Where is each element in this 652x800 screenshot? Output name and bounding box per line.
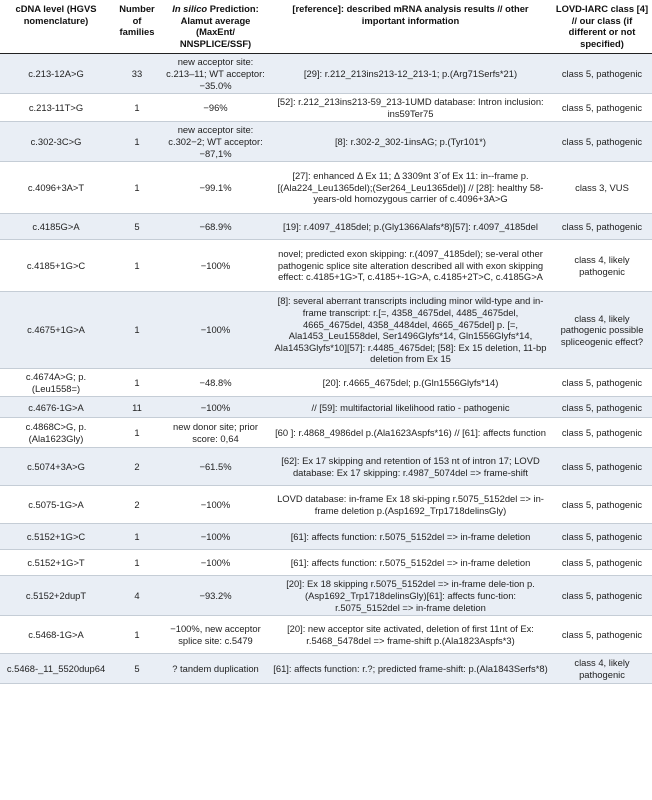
prediction-cell: −100%: [162, 397, 269, 418]
table-row: [0, 369, 652, 397]
prediction-cell: −100%, new acceptor splice site: c.5479: [162, 616, 269, 654]
cdna-cell: c.5074+3A>G: [0, 448, 112, 486]
class-cell: class 4, likely pathogenic: [552, 654, 652, 684]
table-body: [0, 54, 652, 684]
table-row: [0, 122, 652, 162]
table-row: [0, 616, 652, 654]
families-cell: 4: [112, 576, 162, 616]
header-in-silico-italic: In silico: [172, 3, 208, 14]
cdna-cell: c.4868C>G, p.(Ala1623Gly): [0, 418, 112, 448]
class-cell: class 5, pathogenic: [552, 397, 652, 418]
families-cell: 1: [112, 240, 162, 292]
class-cell: class 5, pathogenic: [552, 214, 652, 240]
cdna-cell: c.5468-_11_5520dup64: [0, 654, 112, 684]
prediction-cell: −61.5%: [162, 448, 269, 486]
info-cell: [8]: r.302-2_302-1insAG; p.(Tyr101*): [269, 122, 552, 162]
class-cell: class 5, pathogenic: [552, 418, 652, 448]
families-cell: 1: [112, 292, 162, 369]
info-cell: [52]: r.212_213ins213-59_213-1UMD database: Intron inclusion: ins59Ter75: [269, 94, 552, 122]
table-row: [0, 550, 652, 576]
table-row: [0, 214, 652, 240]
cdna-cell: c.5075-1G>A: [0, 486, 112, 524]
prediction-cell: new donor site; prior score: 0,64: [162, 418, 269, 448]
families-cell: 1: [112, 162, 162, 214]
header-row: [0, 0, 652, 54]
prediction-cell: ? tandem duplication: [162, 654, 269, 684]
families-cell: 1: [112, 369, 162, 397]
table-row: [0, 524, 652, 550]
info-cell: [61]: affects function: r.5075_5152del => in-frame deletion: [269, 550, 552, 576]
class-cell: class 5, pathogenic: [552, 576, 652, 616]
prediction-cell: new acceptor site: c.302−2; WT acceptor: −87,1%: [162, 122, 269, 162]
prediction-cell: −48.8%: [162, 369, 269, 397]
prediction-cell: −100%: [162, 550, 269, 576]
families-cell: 11: [112, 397, 162, 418]
families-cell: 2: [112, 448, 162, 486]
prediction-cell: −93.2%: [162, 576, 269, 616]
info-cell: [29]: r.212_213ins213-12_213-1; p.(Arg71Serfs*21): [269, 54, 552, 94]
families-cell: 1: [112, 122, 162, 162]
info-cell: [8]: several aberrant transcripts including minor wild-type and in-frame transcript: r.[=, 4358_4675del, 4485_4675del, 4665_4675del, 4358_4484del, 4665_4675del] p. [=, Ala1453_Leu1558del, Ser1496Glyfs*14, Gln1556Glyfs*14, Ala1453Glyfs*10][57]: r.4485_4675del; [58]: Ex 15 deletion, 11-bp deletion from Ex 15: [269, 292, 552, 369]
class-cell: class 5, pathogenic: [552, 369, 652, 397]
families-cell: 1: [112, 616, 162, 654]
header-mrna-analysis: [reference]: described mRNA analysis results // other important information: [269, 0, 552, 54]
prediction-cell: −68.9%: [162, 214, 269, 240]
table-row: [0, 397, 652, 418]
info-cell: [20]: Ex 18 skipping r.5075_5152del => in-frame dele-tion p.(Asp1692_Trp1718delinsGly)[61]: affects func-tion: r.5075_5152del => in-frame deletion: [269, 576, 552, 616]
cdna-cell: c.4674A>G; p.(Leu1558=): [0, 369, 112, 397]
class-cell: class 5, pathogenic: [552, 122, 652, 162]
prediction-cell: −99.1%: [162, 162, 269, 214]
families-cell: 1: [112, 524, 162, 550]
cdna-cell: c.5152+2dupT: [0, 576, 112, 616]
table-row: [0, 486, 652, 524]
families-cell: 1: [112, 550, 162, 576]
prediction-cell: −100%: [162, 292, 269, 369]
info-cell: [60 ]: r.4868_4986del p.(Ala1623Aspfs*16) // [61]: affects function: [269, 418, 552, 448]
info-cell: [61]: affects function: r.?; predicted frame-shift: p.(Ala1843Serfs*8): [269, 654, 552, 684]
families-cell: 33: [112, 54, 162, 94]
class-cell: class 5, pathogenic: [552, 616, 652, 654]
cdna-cell: c.5152+1G>T: [0, 550, 112, 576]
header-cdna-level: cDNA level (HGVS nomenclature): [0, 0, 112, 54]
families-cell: 5: [112, 654, 162, 684]
table-row: [0, 54, 652, 94]
class-cell: class 4, likely pathogenic: [552, 240, 652, 292]
info-cell: [27]: enhanced Δ Ex 11; Δ 3309nt 3´of Ex 11: in--frame p.[(Ala224_Leu1365del);(Ser264_Leu1365del)] // [28]: healthy 58-years-old homozygous carrier of c.4096+3A>G: [269, 162, 552, 214]
header-number-of-families: Number of families: [112, 0, 162, 54]
info-cell: [61]: affects function: r.5075_5152del => in-frame deletion: [269, 524, 552, 550]
cdna-cell: c.5468-1G>A: [0, 616, 112, 654]
prediction-cell: −100%: [162, 524, 269, 550]
class-cell: class 5, pathogenic: [552, 524, 652, 550]
families-cell: 1: [112, 418, 162, 448]
prediction-cell: new acceptor site: c.213–11; WT acceptor: −35.0%: [162, 54, 269, 94]
table-row: [0, 94, 652, 122]
table-row: [0, 654, 652, 684]
cdna-cell: c.213-12A>G: [0, 54, 112, 94]
cdna-cell: c.4675+1G>A: [0, 292, 112, 369]
table-row: [0, 576, 652, 616]
families-cell: 5: [112, 214, 162, 240]
table-row: [0, 448, 652, 486]
cdna-cell: c.5152+1G>C: [0, 524, 112, 550]
table-row: [0, 418, 652, 448]
info-cell: [62]: Ex 17 skipping and retention of 153 nt of intron 17; LOVD database: Ex 17 skipping: r.4987_5074del => frame-shift: [269, 448, 552, 486]
info-cell: novel; predicted exon skipping: r.(4097_4185del); se-veral other pathogenic splice site alteration described all with exon skipping effect: c.4185+1G>T, c.4185+-1G>A, c.4185+2T>C, c.4185G>A: [269, 240, 552, 292]
info-cell: [20]: new acceptor site activated, deletion of first 11nt of Ex: r.5468_5478del => frame-shift p.(Ala1823Aspfs*3): [269, 616, 552, 654]
info-cell: [20]: r.4665_4675del; p.(Gln1556Glyfs*14): [269, 369, 552, 397]
header-prediction-text: Prediction: Alamut average (MaxEnt/ NNSPLICE/SSF): [179, 3, 259, 49]
families-cell: 1: [112, 94, 162, 122]
prediction-cell: −100%: [162, 240, 269, 292]
table-row: [0, 162, 652, 214]
header-lovd-iarc-class: LOVD-IARC class [4] // our class (if different or not specified): [552, 0, 652, 54]
info-cell: // [59]: multifactorial likelihood ratio - pathogenic: [269, 397, 552, 418]
cdna-cell: c.4185G>A: [0, 214, 112, 240]
prediction-cell: −96%: [162, 94, 269, 122]
info-cell: [19]: r.4097_4185del; p.(Gly1366Alafs*8)[57]: r.4097_4185del: [269, 214, 552, 240]
class-cell: class 5, pathogenic: [552, 448, 652, 486]
table-row: [0, 292, 652, 369]
class-cell: class 5, pathogenic: [552, 94, 652, 122]
class-cell: class 5, pathogenic: [552, 54, 652, 94]
cdna-cell: c.4676-1G>A: [0, 397, 112, 418]
class-cell: class 5, pathogenic: [552, 550, 652, 576]
class-cell: class 5, pathogenic: [552, 486, 652, 524]
class-cell: class 3, VUS: [552, 162, 652, 214]
cdna-cell: c.4096+3A>T: [0, 162, 112, 214]
table-row: [0, 240, 652, 292]
cdna-cell: c.302-3C>G: [0, 122, 112, 162]
prediction-cell: −100%: [162, 486, 269, 524]
families-cell: 2: [112, 486, 162, 524]
cdna-cell: c.4185+1G>C: [0, 240, 112, 292]
class-cell: class 4, likely pathogenic possible spliceogenic effect?: [552, 292, 652, 369]
info-cell: LOVD database: in-frame Ex 18 ski-pping r.5075_5152del => in-frame deletion p.(Asp1692_Trp1718delinsGly): [269, 486, 552, 524]
header-in-silico-prediction: [162, 0, 269, 54]
cdna-cell: c.213-11T>G: [0, 94, 112, 122]
